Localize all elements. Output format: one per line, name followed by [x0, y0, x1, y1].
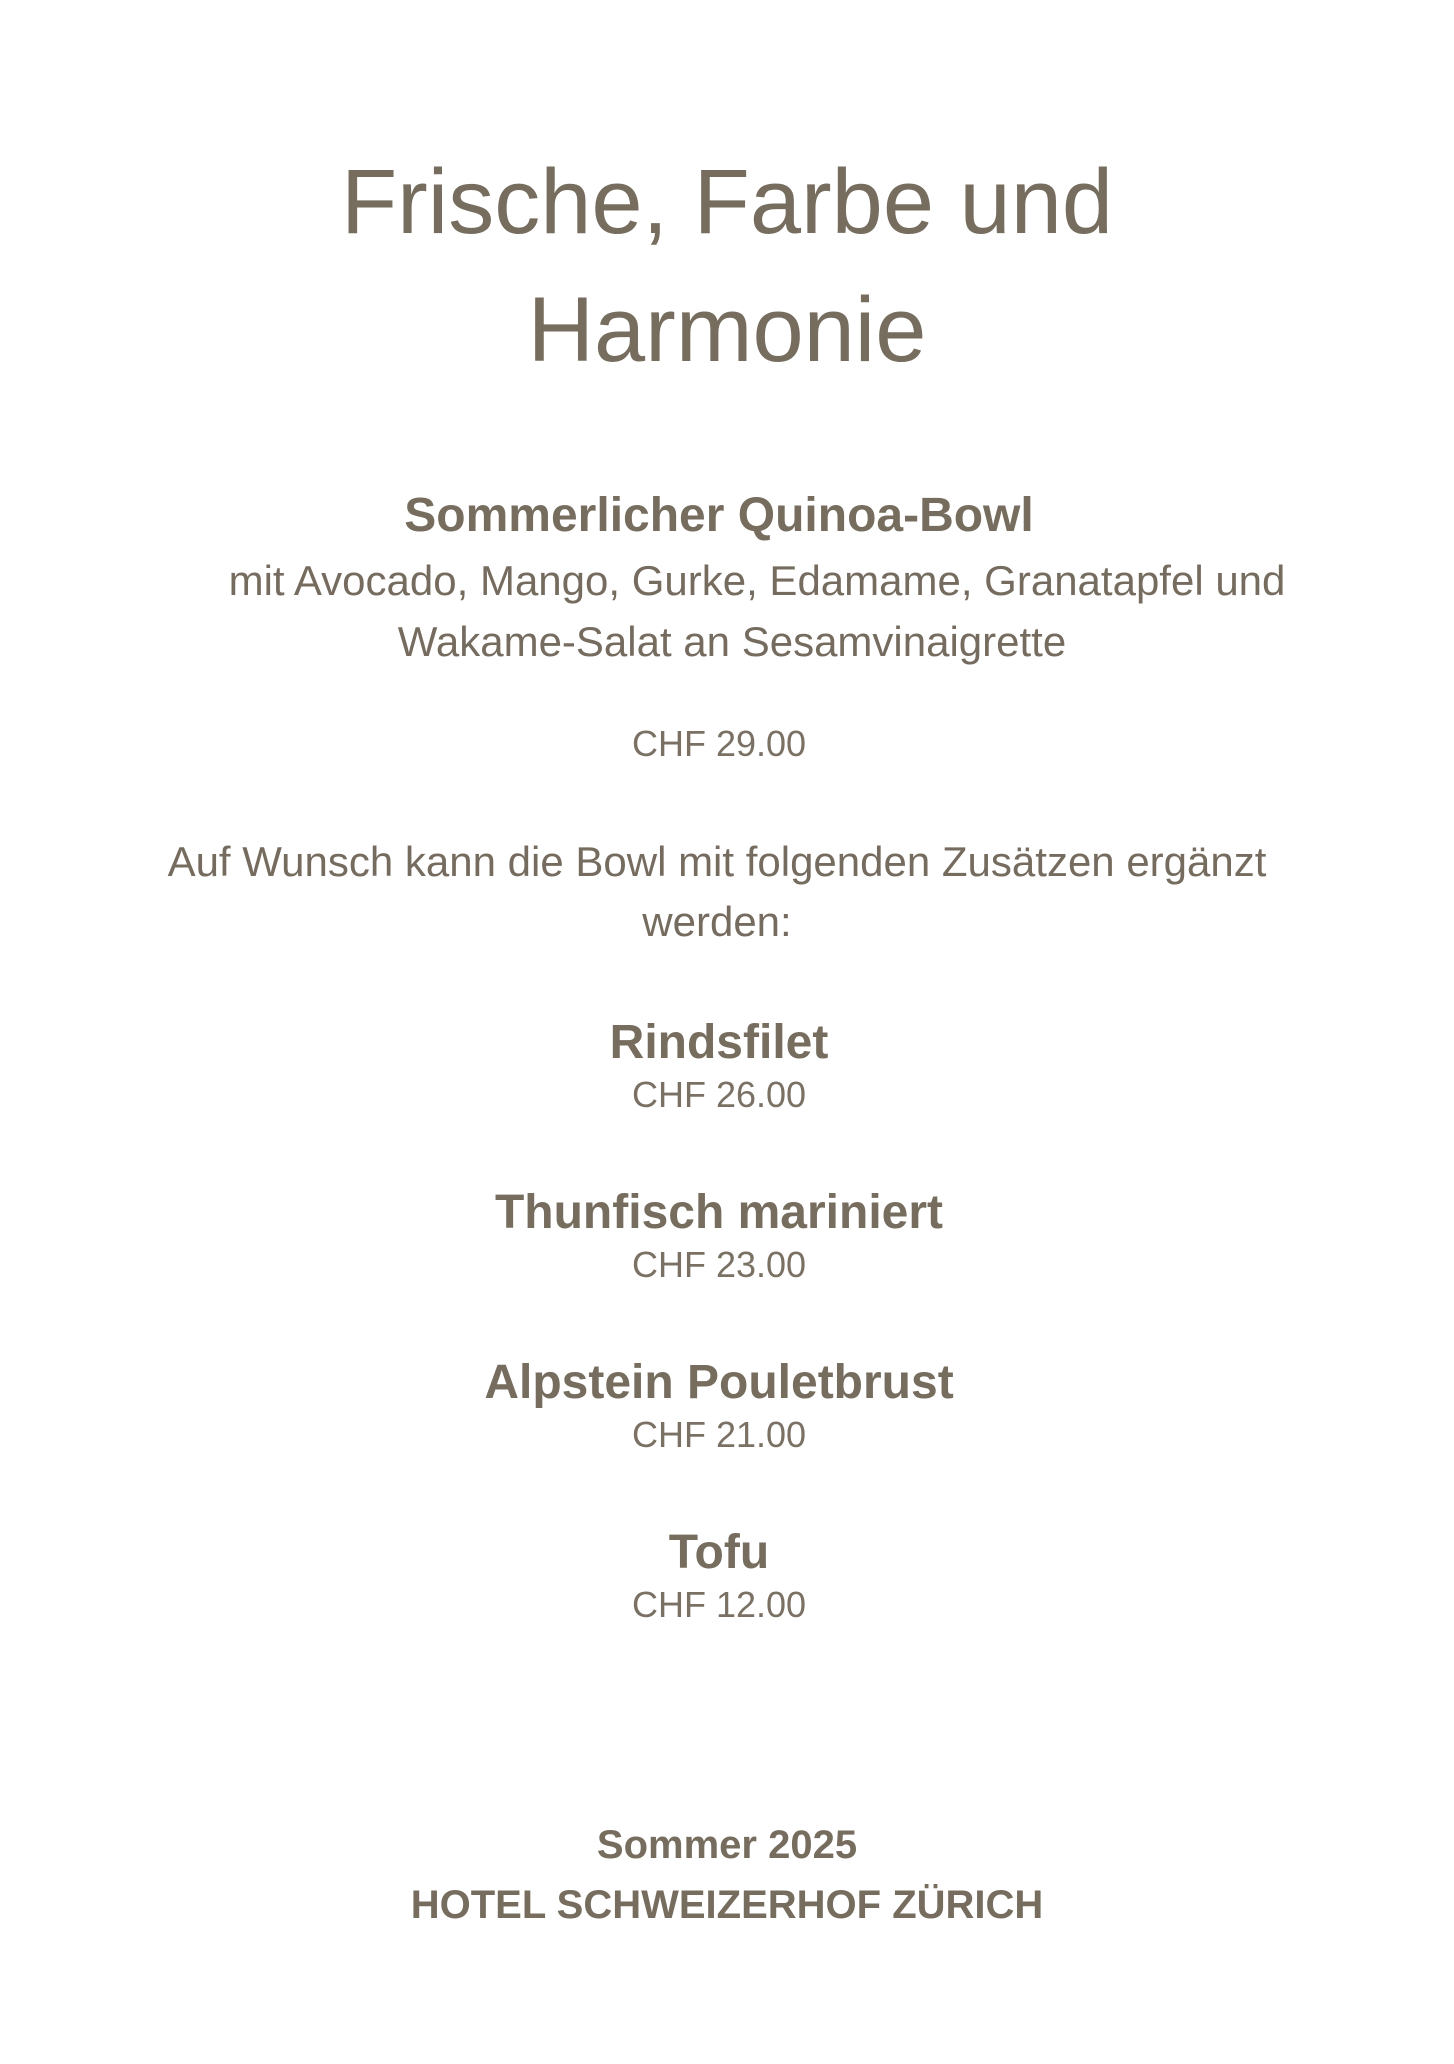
addon-price: CHF 26.00 [631, 1074, 807, 1115]
bowl-description [0, 550, 1454, 672]
footer [0, 1815, 1454, 1935]
addon-item-thunfisch [0, 1183, 1446, 1353]
page-title-line-1: Frische, Farbe und [340, 151, 1114, 253]
addon-name: Rindsfilet [609, 1016, 829, 1069]
page-title [0, 138, 1454, 394]
addon-price: CHF 12.00 [631, 1584, 807, 1625]
addon-name: Tofu [668, 1526, 770, 1579]
addon-item-rindsfilet [0, 1013, 1446, 1183]
addon-price: CHF 23.00 [631, 1244, 807, 1285]
footer-season: Sommer 2025 [596, 1823, 858, 1867]
page-title-line-2: Harmonie [527, 279, 927, 381]
bowl-price: CHF 29.00 [631, 723, 807, 764]
addon-intro-line-2: werden: [642, 898, 792, 945]
footer-hotel-name: HOTEL SCHWEIZERHOF ZÜRICH [410, 1883, 1044, 1927]
addon-item-pouletbrust [0, 1353, 1446, 1523]
addon-intro-line-1: Auf Wunsch kann die Bowl mit folgenden Zusätzen ergänzt [167, 838, 1267, 885]
addon-name: Alpstein Pouletbrust [484, 1356, 954, 1409]
addon-price: CHF 21.00 [631, 1414, 807, 1455]
addon-name: Thunfisch mariniert [494, 1186, 944, 1239]
bowl-name: Sommerlicher Quinoa-Bowl [404, 489, 1034, 542]
addon-intro [0, 832, 1444, 952]
addon-list [0, 1013, 1446, 1693]
bowl-description-line-2: Wakame-Salat an Sesamvinaigrette [397, 618, 1067, 665]
bowl-description-line-1: mit Avocado, Mango, Gurke, Edamame, Granatapfel und [228, 557, 1286, 604]
addon-item-tofu [0, 1523, 1446, 1693]
